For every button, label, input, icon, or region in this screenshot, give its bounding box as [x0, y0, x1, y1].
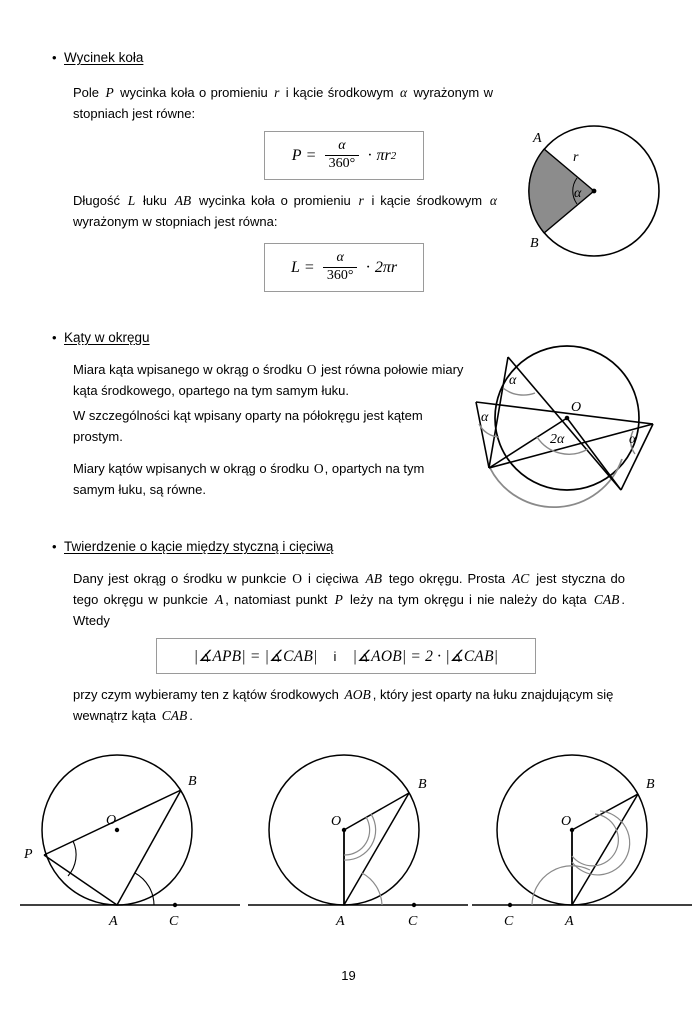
case2-label-C: C [408, 914, 418, 929]
label-radius-r: r [573, 150, 579, 165]
figure-tangent-chord-case-1 [18, 748, 243, 943]
math-symbol-O: O [313, 461, 324, 476]
formula-first-equality: |∡APB| = |∡CAB| [193, 647, 318, 665]
case3-label-O: O [561, 814, 572, 829]
formula-equals: = [304, 258, 314, 276]
case1-label-B: B [188, 774, 197, 789]
fraction-denominator: 360° [323, 267, 358, 284]
text-run: łuku [143, 193, 167, 208]
section-title-angles: Kąty w okręgu [64, 330, 150, 345]
math-symbol-r: r [358, 193, 364, 208]
case3-label-B: B [646, 777, 655, 792]
text-run: wyrażonym w stopniach jest równe: [73, 85, 493, 121]
section-heading-sector [52, 50, 143, 66]
math-symbol-alpha: α [489, 193, 497, 208]
case2-label-B: B [418, 777, 427, 792]
formula-lhs: P [291, 146, 302, 164]
case2-center-point [342, 828, 346, 832]
label-point-B: B [530, 236, 539, 251]
text-run: , który jest oparty na łuku znajdującym się wewnątrz kąta [73, 687, 614, 723]
case1-center-point [115, 828, 119, 832]
case3-label-C: C [504, 914, 514, 929]
formula-sector-arc [291, 251, 397, 283]
figure-inscribed-angles [462, 326, 677, 526]
text-run: W szczególności kąt wpisany oparty na półokręgu jest kątem prostym. [73, 408, 423, 444]
math-symbol-AB: AB [365, 571, 382, 586]
paragraph-tangent-chord-setup [73, 568, 625, 631]
fraction-numerator: α [336, 250, 344, 266]
text-run: wycinka koła o promieniu [120, 85, 268, 100]
paragraph-inscribed-angle-half [73, 359, 468, 401]
math-symbol-CAB: CAB [161, 708, 188, 723]
center-point-O [565, 416, 570, 421]
case2-label-A: A [336, 914, 345, 929]
bullet-icon: • [52, 539, 57, 554]
paragraph-tangent-chord-note [73, 684, 633, 726]
label-center-O: O [571, 400, 582, 415]
text-run: Pole [73, 85, 100, 100]
figure-tangent-chord-case-2 [246, 748, 471, 943]
section-title-tangent-chord: Twierdzenie o kącie między styczną i cięciwą [64, 539, 334, 554]
text-run: wyrażonym w stopniach jest równa: [73, 214, 278, 229]
paragraph-sector-area [73, 82, 493, 124]
case3-label-A: A [565, 914, 574, 929]
text-run: i kącie środkowym [285, 85, 394, 100]
case1-label-P: P [24, 847, 33, 862]
bullet-icon: • [52, 330, 57, 345]
formula-tangent-chord [194, 647, 498, 666]
text-run: . Wtedy [73, 592, 625, 628]
fraction [323, 251, 358, 283]
math-symbol-CAB: CAB [593, 592, 620, 607]
label-point-A: A [533, 131, 542, 146]
section-title-sector: Wycinek koła [64, 50, 144, 65]
math-symbol-AB: AB [174, 193, 192, 208]
formula-exponent: 2 [390, 149, 397, 162]
case3-point-C-dot [508, 903, 512, 907]
formula-operator: · [367, 146, 373, 164]
section-heading-tangent-chord [52, 539, 333, 555]
formula-rhs: 2πr [374, 258, 398, 276]
math-symbol-P: P [334, 592, 343, 607]
case1-label-C: C [169, 914, 179, 929]
text-run: Długość [73, 193, 120, 208]
formula-rhs: πr [376, 146, 391, 164]
label-alpha-right: α [629, 432, 637, 447]
label-alpha-top: α [509, 373, 517, 388]
text-run: Miary kątów wpisanych w okrąg o środku [73, 461, 310, 476]
paragraph-sector-arc [73, 190, 499, 232]
text-run: przy czym wybieramy ten z kątów środkowych [73, 687, 339, 702]
case1-point-C-dot [173, 903, 177, 907]
fraction-numerator: α [338, 138, 346, 154]
page-number: 19 [341, 968, 356, 983]
section-heading-angles [52, 330, 150, 346]
text-run: i kącie środkowym [371, 193, 483, 208]
formula-lhs: L [290, 258, 300, 276]
formula-equals: = [306, 146, 316, 164]
math-symbol-P: P [105, 85, 114, 100]
text-run: i cięciwa [308, 571, 359, 586]
paragraph-equal-inscribed-angles [73, 458, 468, 500]
formula-conjunction: i [333, 648, 337, 664]
text-run: . [189, 708, 193, 723]
label-alpha-left: α [481, 410, 489, 425]
math-symbol-A: A [215, 592, 224, 607]
formula-sector-area [292, 139, 396, 171]
formula-box-sector-area [264, 131, 424, 180]
text-run: Miara kąta wpisanego w okrąg o środku [73, 362, 303, 377]
math-symbol-alpha: α [399, 85, 408, 100]
label-central-2alpha: 2α [550, 432, 565, 447]
math-symbol-AOB: AOB [344, 687, 371, 702]
math-symbol-L: L [127, 193, 136, 208]
formula-second-equality: |∡AOB| = 2 · |∡CAB| [352, 647, 499, 665]
text-run: tego okręgu. Prosta [388, 571, 506, 586]
paragraph-semicircle-right-angle [73, 405, 465, 447]
case2-label-O: O [331, 814, 342, 829]
bullet-icon: • [52, 50, 57, 65]
math-symbol-O: O [306, 362, 317, 377]
math-symbol-O: O [292, 571, 303, 586]
math-symbol-AC: AC [512, 571, 530, 586]
formula-operator: · [365, 258, 371, 276]
math-symbol-r: r [274, 85, 280, 100]
text-run: jest równa połowie miary kąta środkowego, opartego na tym samym łuku. [73, 362, 464, 398]
figure-circle-sector [500, 112, 690, 277]
case1-label-O: O [106, 813, 117, 828]
text-run: , opartych na tym samym łuku, są równe. [73, 461, 425, 497]
formula-box-tangent-chord [156, 638, 536, 674]
case2-point-C-dot [412, 903, 416, 907]
formula-box-sector-arc [264, 243, 424, 292]
text-run: leży na tym okręgu i nie należy do kąta [350, 592, 587, 607]
text-run: Dany jest okrąg o środku w punkcie [73, 571, 287, 586]
text-run: , natomiast punkt [225, 592, 328, 607]
fraction-denominator: 360° [325, 155, 360, 172]
text-run: wycinka koła o promieniu [198, 193, 351, 208]
text-run: jest styczna do tego okręgu w punkcie [73, 571, 625, 607]
figure-tangent-chord-case-3 [470, 748, 695, 943]
fraction [325, 139, 360, 171]
case1-label-A: A [109, 914, 118, 929]
sector-center-point [592, 189, 597, 194]
label-angle-alpha: α [574, 186, 582, 201]
